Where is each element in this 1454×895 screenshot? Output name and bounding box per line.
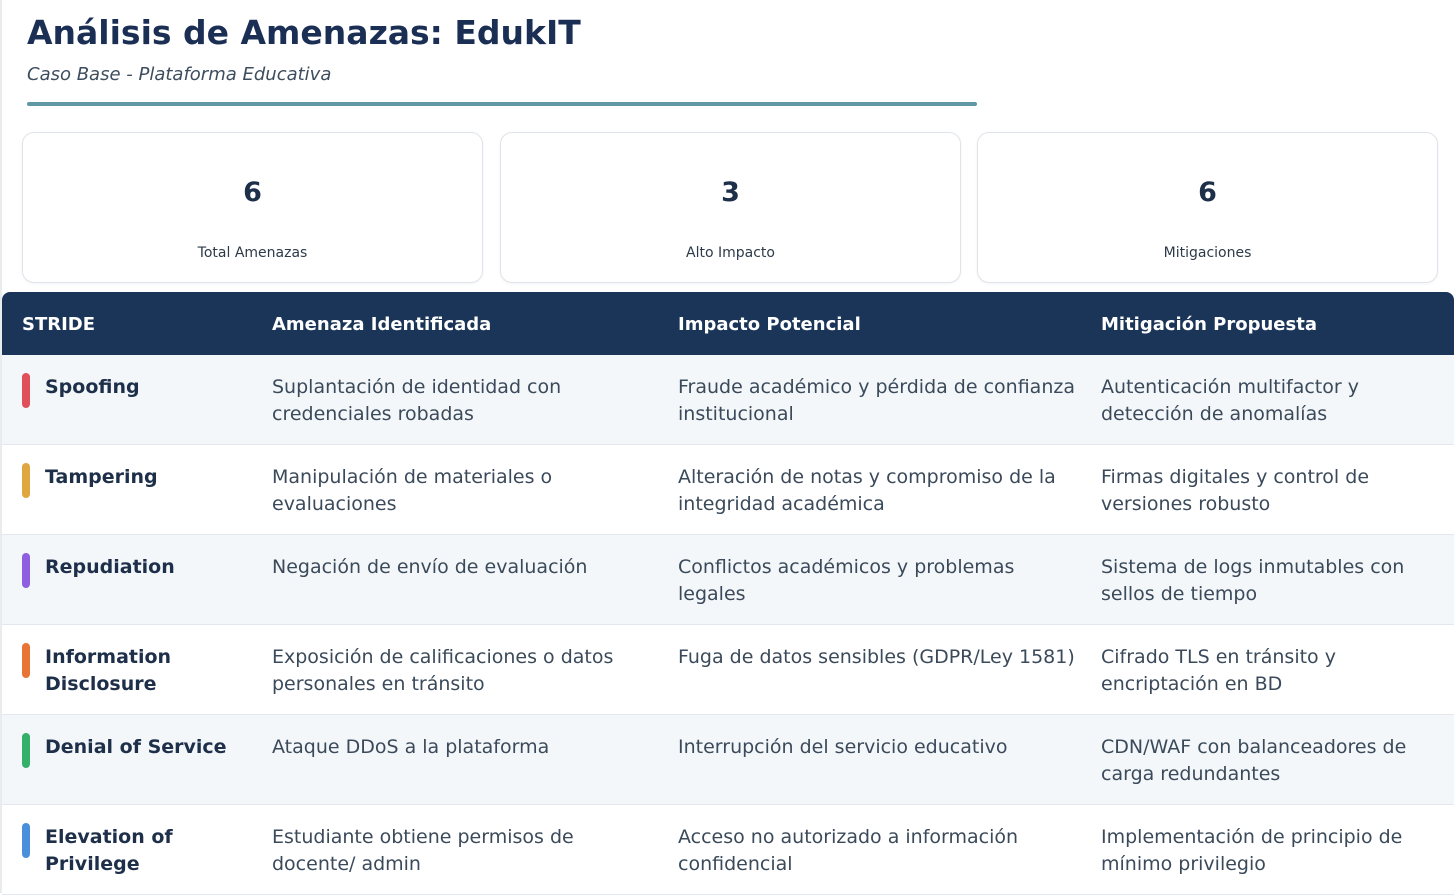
table-row — [2, 445, 1454, 535]
mitigation-cell: Autenticación multifactor y detección de anomalías — [1101, 376, 1359, 425]
column-header-threat: Amenaza Identificada — [272, 314, 492, 335]
stat-card-high-impact — [500, 132, 961, 283]
mitigation-cell: Firmas digitales y control de versiones robusto — [1101, 466, 1370, 515]
threat-cell: Exposición de calificaciones o datos personales en tránsito — [272, 646, 614, 695]
stat-label: Total Amenazas — [197, 245, 308, 261]
column-header-impact: Impacto Potencial — [678, 314, 861, 335]
mitigation-cell: CDN/WAF con balanceadores de carga redundantes — [1101, 736, 1407, 785]
category-color-bar — [22, 463, 30, 498]
category-color-bar — [22, 643, 30, 678]
mitigation-cell: Implementación de principio de mínimo privilegio — [1101, 826, 1403, 875]
impact-cell: Conflictos académicos y problemas legales — [678, 556, 1015, 605]
stat-card-mitigations — [977, 132, 1438, 283]
table-row — [2, 805, 1454, 895]
threat-cell: Manipulación de materiales o evaluaciones — [272, 466, 553, 515]
page-subtitle: Caso Base - Plataforma Educativa — [27, 64, 332, 85]
stride-category: Tampering — [45, 466, 158, 488]
mitigation-cell: Sistema de logs inmutables con sellos de tiempo — [1101, 556, 1405, 605]
table-header — [2, 292, 1454, 355]
header-divider — [27, 102, 977, 106]
stride-category: Denial of Service — [45, 736, 227, 758]
page-header — [27, 12, 977, 87]
category-color-bar — [22, 373, 30, 408]
threat-cell: Estudiante obtiene permisos de docente/ admin — [272, 826, 574, 875]
threat-cell: Negación de envío de evaluación — [272, 556, 588, 578]
stride-category: Elevation of Privilege — [45, 826, 173, 875]
stride-category: Spoofing — [45, 376, 140, 398]
table-row — [2, 715, 1454, 805]
category-color-bar — [22, 733, 30, 768]
page-title: Análisis de Amenazas: EdukIT — [27, 13, 581, 52]
impact-cell: Fraude académico y pérdida de confianza institucional — [678, 376, 1075, 425]
threat-table — [2, 292, 1454, 895]
stride-category: Information Disclosure — [45, 646, 172, 695]
column-header-mitigation: Mitigación Propuesta — [1101, 314, 1317, 335]
stat-label: Alto Impacto — [686, 245, 775, 261]
category-color-bar — [22, 553, 30, 588]
stats-row — [22, 132, 1440, 285]
table-row — [2, 355, 1454, 445]
impact-cell: Interrupción del servicio educativo — [678, 736, 1008, 758]
table-row — [2, 535, 1454, 625]
stat-card-total-threats — [22, 132, 483, 283]
stat-value: 6 — [243, 177, 262, 208]
table-row — [2, 625, 1454, 715]
stride-category: Repudiation — [45, 556, 175, 578]
threat-cell: Suplantación de identidad con credenciales robadas — [272, 376, 562, 425]
impact-cell: Fuga de datos sensibles (GDPR/Ley 1581) — [678, 646, 1075, 668]
mitigation-cell: Cifrado TLS en tránsito y encriptación en BD — [1101, 646, 1336, 695]
impact-cell: Alteración de notas y compromiso de la integridad académica — [678, 466, 1056, 515]
threat-cell: Ataque DDoS a la plataforma — [272, 736, 550, 758]
stat-value: 3 — [721, 177, 740, 208]
stat-value: 6 — [1198, 177, 1217, 208]
column-header-stride: STRIDE — [22, 314, 96, 335]
category-color-bar — [22, 823, 30, 858]
impact-cell: Acceso no autorizado a información confidencial — [678, 826, 1019, 875]
stat-label: Mitigaciones — [1163, 245, 1252, 261]
